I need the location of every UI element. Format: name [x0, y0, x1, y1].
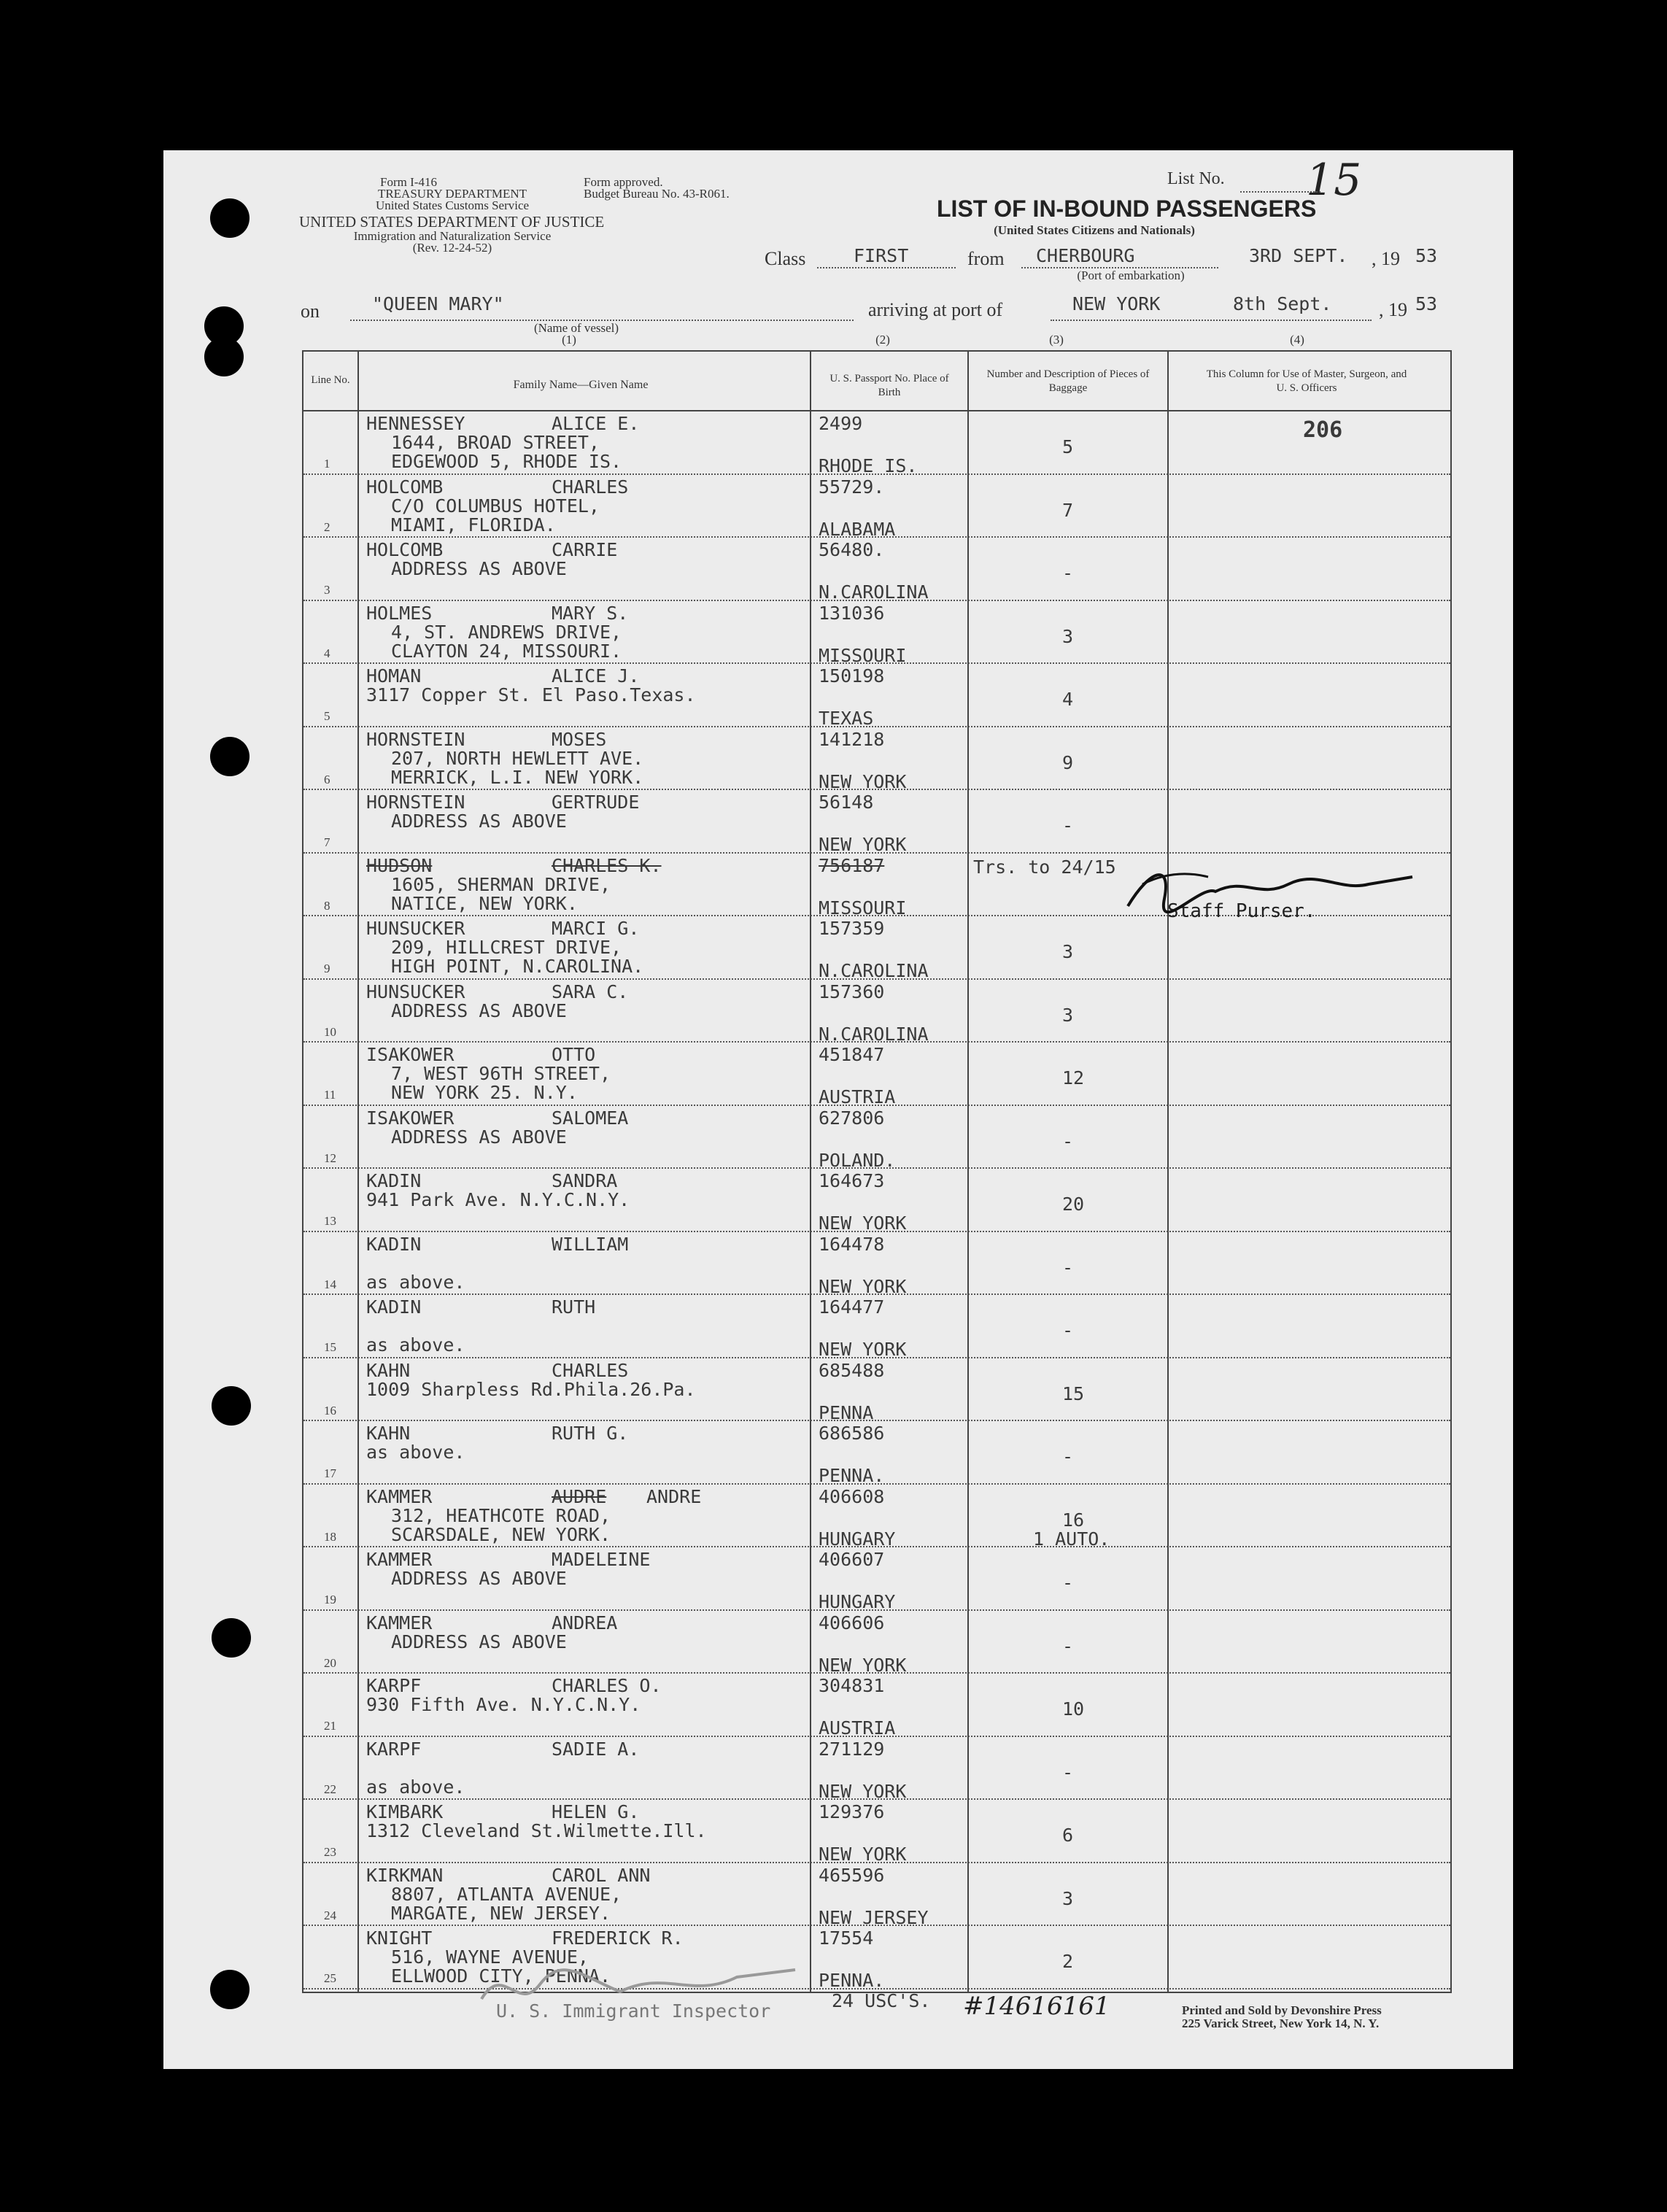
passport-number: 157360	[819, 981, 885, 1002]
line-number: 8	[324, 898, 330, 913]
table-row	[303, 1106, 1450, 1169]
place-of-birth: TEXAS	[819, 708, 874, 729]
family-name: ISAKOWER	[366, 1107, 455, 1129]
punch-hole	[212, 1386, 251, 1426]
baggage-count: -	[1062, 1572, 1074, 1593]
ins-service: Immigration and Naturalization Service	[353, 229, 552, 243]
given-name: SADIE A.	[552, 1738, 640, 1760]
year2: 53	[1415, 293, 1438, 314]
address-line-2: SCARSDALE, NEW YORK.	[391, 1523, 611, 1545]
on-label: on	[301, 301, 320, 322]
place-of-birth: NEW YORK	[819, 1654, 907, 1676]
address-line-2: ELLWOOD CITY, PENNA.	[391, 1965, 611, 1987]
family-name: HUNSUCKER	[366, 981, 465, 1002]
baggage-count: -	[1062, 1635, 1074, 1657]
passport-number: 451847	[819, 1044, 885, 1065]
place-of-birth: NEW YORK	[819, 1780, 907, 1802]
given-name: CHARLES K.	[552, 854, 662, 876]
family-name: KAHN	[366, 1423, 411, 1444]
line-number: 21	[324, 1719, 336, 1733]
place-of-birth: N.CAROLINA	[819, 581, 929, 603]
address-line-2: NEW YORK 25. N.Y.	[391, 1082, 578, 1103]
stamp-number: #14616161	[963, 1992, 1110, 2021]
table-row	[303, 1358, 1450, 1422]
arrival-line	[1051, 320, 1372, 321]
line-number: 12	[324, 1151, 336, 1165]
baggage-count: 6	[1062, 1825, 1074, 1846]
table-row	[303, 538, 1450, 601]
table-row	[303, 1232, 1450, 1296]
passport-number: 406606	[819, 1612, 885, 1633]
family-name: KAMMER	[366, 1612, 433, 1633]
given-name: WILLIAM	[552, 1233, 629, 1255]
address-line-1: ADDRESS AS ABOVE	[391, 1568, 567, 1589]
family-name: KIRKMAN	[366, 1864, 444, 1886]
table-row	[303, 601, 1450, 665]
passenger-table	[302, 350, 1452, 1993]
table-row	[303, 1485, 1450, 1548]
budget-bureau: Budget Bureau No. 43-R061.	[584, 187, 730, 201]
address-line-2: as above.	[366, 1776, 465, 1798]
baggage-count: 3	[1062, 625, 1074, 647]
passport-number: 131036	[819, 602, 885, 624]
arrival-date: 8th Sept.	[1233, 293, 1332, 314]
address-line-1: ADDRESS AS ABOVE	[391, 558, 567, 579]
place-of-birth: N.CAROLINA	[819, 960, 929, 981]
year2-prefix: , 19	[1379, 299, 1407, 320]
line-number: 1	[324, 457, 330, 471]
given-name: MARCI G.	[552, 918, 640, 939]
baggage-count: 5	[1062, 436, 1074, 457]
address-line-1: ADDRESS AS ABOVE	[391, 1126, 567, 1148]
place-of-birth: AUSTRIA	[819, 1717, 896, 1739]
address-line-1: 209, HILLCREST DRIVE,	[391, 937, 622, 958]
passport-number: 164477	[819, 1296, 885, 1318]
line-number: 22	[324, 1782, 336, 1796]
line-number: 7	[324, 835, 330, 849]
table-row	[303, 411, 1450, 475]
arrival-port: NEW YORK	[1072, 293, 1161, 314]
table-row	[303, 790, 1450, 854]
passport-number: 406608	[819, 1485, 885, 1507]
family-name: HENNESSEY	[366, 413, 465, 434]
line-number: 19	[324, 1593, 336, 1606]
place-of-birth: HUNGARY	[819, 1591, 896, 1612]
class-label: Class	[765, 248, 806, 269]
passport-number: 304831	[819, 1675, 885, 1696]
passport-number: 164673	[819, 1170, 885, 1191]
baggage-count: 15	[1062, 1382, 1085, 1404]
line-number: 2	[324, 519, 330, 534]
baggage-count: 20	[1062, 1194, 1085, 1215]
address-line-1: 1312 Cleveland St.Wilmette.Ill.	[366, 1820, 707, 1841]
from-date: 3RD SEPT.	[1249, 245, 1348, 266]
punch-hole	[210, 198, 250, 238]
address-line-1: 312, HEATHCOTE ROAD,	[391, 1504, 611, 1526]
line-number: 24	[324, 1908, 336, 1922]
address-line-1: 7, WEST 96TH STREET,	[391, 1063, 611, 1084]
baggage-count: 16	[1062, 1509, 1085, 1531]
line-number: 23	[324, 1845, 336, 1859]
inspector-label: U. S. Immigrant Inspector	[496, 2000, 771, 2022]
address-line-2: MIAMI, FLORIDA.	[391, 514, 556, 535]
address-line-2: EDGEWOOD 5, RHODE IS.	[391, 451, 622, 472]
given-name: ALICE J.	[552, 665, 640, 687]
address-line-2: MARGATE, NEW JERSEY.	[391, 1902, 611, 1924]
class-line	[817, 267, 956, 268]
given-name: MARY S.	[552, 602, 629, 624]
given-name: GERTRUDE	[552, 792, 640, 813]
line-number: 6	[324, 772, 330, 786]
passport-number: 164478	[819, 1233, 885, 1255]
table-row	[303, 1674, 1450, 1737]
customs-service: United States Customs Service	[375, 198, 530, 212]
header-line-no: Line No.	[311, 374, 350, 386]
header-baggage: Number and Description of Pieces of Baggage	[986, 368, 1150, 394]
line-number: 4	[324, 646, 330, 660]
table-row	[303, 1043, 1450, 1106]
list-no-line	[1240, 191, 1320, 193]
place-of-birth: NEW YORK	[819, 834, 907, 855]
given-name: ALICE E.	[552, 413, 640, 434]
revision: (Rev. 12-24-52)	[412, 241, 492, 255]
given-name: SARA C.	[552, 981, 629, 1002]
line-number: 25	[324, 1971, 336, 1985]
address-line-2: NATICE, NEW YORK.	[391, 892, 578, 914]
given-name: CHARLES	[552, 476, 629, 498]
inspector-signature	[474, 1955, 810, 2021]
line-number: 18	[324, 1529, 336, 1544]
address-line-1: 1644, BROAD STREET,	[391, 432, 600, 453]
purser-label: Staff Purser.	[1167, 900, 1316, 922]
vessel-label: (Name of vessel)	[533, 321, 619, 335]
baggage-extra: 1 AUTO.	[1033, 1528, 1110, 1550]
baggage-count: -	[1062, 815, 1074, 836]
family-name: KAMMER	[366, 1485, 433, 1507]
given-name: RUTH G.	[552, 1423, 629, 1444]
line-number: 13	[324, 1214, 336, 1228]
family-name: KADIN	[366, 1296, 422, 1318]
passport-number: 627806	[819, 1107, 885, 1129]
arriving-label: arriving at port of	[868, 299, 1003, 320]
given-name: ANDREA	[552, 1612, 618, 1633]
table-row	[303, 980, 1450, 1043]
passport-number: 129376	[819, 1801, 885, 1822]
col-num-3: (3)	[1049, 333, 1064, 347]
place-of-birth: MISSOURI	[819, 644, 907, 666]
form-subtitle: (United States Citizens and Nationals)	[994, 223, 1195, 237]
given-name: SANDRA	[552, 1170, 618, 1191]
col-num-2: (2)	[875, 333, 890, 347]
family-name: KAMMER	[366, 1549, 433, 1570]
given-name: OTTO	[552, 1044, 596, 1065]
address-line-1: 8807, ATLANTA AVENUE,	[391, 1883, 622, 1905]
address-line-2: as above.	[366, 1334, 465, 1356]
baggage-count: -	[1062, 1446, 1074, 1467]
given-name: FREDERICK R.	[552, 1927, 684, 1949]
punch-hole	[204, 337, 244, 376]
place-of-birth: NEW YORK	[819, 1844, 907, 1865]
family-name: HOLCOMB	[366, 539, 444, 560]
printer-line-2: 225 Varick Street, New York 14, N. Y.	[1182, 2016, 1380, 2030]
list-no-label: List No.	[1167, 169, 1225, 188]
baggage-count: 2	[1062, 1951, 1074, 1972]
address-line-1: 1605, SHERMAN DRIVE,	[391, 873, 611, 895]
table-row	[303, 1295, 1450, 1358]
treasury-dept: TREASURY DEPARTMENT	[377, 187, 527, 201]
address-line-1: 3117 Copper St. El Paso.Texas.	[366, 684, 696, 705]
line-number: 10	[324, 1024, 336, 1039]
place-of-birth: NEW YORK	[819, 1339, 907, 1360]
class-value: FIRST	[854, 245, 909, 266]
passport-number: 465596	[819, 1864, 885, 1886]
line-number: 11	[324, 1088, 336, 1102]
address-line-1: 516, WAYNE AVENUE,	[391, 1946, 589, 1968]
place-of-birth: HUNGARY	[819, 1528, 896, 1550]
family-name: HOMAN	[366, 665, 422, 687]
address-line-2: as above.	[366, 1271, 465, 1293]
passport-number: 150198	[819, 665, 885, 687]
line-number: 5	[324, 709, 330, 723]
table-row	[303, 1547, 1450, 1611]
line-number: 16	[324, 1403, 336, 1418]
place-of-birth: PENNA	[819, 1401, 874, 1423]
baggage-count: -	[1062, 1256, 1074, 1278]
header-officers: This Column for Use of Master, Surgeon, and U. S. Officers	[1206, 368, 1407, 394]
family-name: KADIN	[366, 1233, 422, 1255]
purser-signature	[1121, 855, 1427, 928]
vessel-name: "QUEEN MARY"	[372, 293, 504, 314]
given-name: RUTH	[552, 1296, 596, 1318]
table-row	[303, 475, 1450, 538]
family-name: KAHN	[366, 1359, 411, 1381]
address-line-1: 207, NORTH HEWLETT AVE.	[391, 747, 644, 769]
table-row	[303, 727, 1450, 791]
place-of-birth: PENNA.	[819, 1970, 885, 1991]
transfer-note: Trs. to 24/15	[973, 856, 1116, 878]
given-name: MADELEINE	[552, 1549, 651, 1570]
form-number: Form I-416	[380, 175, 437, 189]
given-name: SALOMEA	[552, 1107, 629, 1129]
place-of-birth: NEW YORK	[819, 770, 907, 792]
passport-number: 406607	[819, 1549, 885, 1570]
address-line-1: ADDRESS AS ABOVE	[391, 1631, 567, 1652]
table-row	[303, 1737, 1450, 1801]
line-number: 17	[324, 1466, 336, 1480]
address-line-1: ADDRESS AS ABOVE	[391, 999, 567, 1021]
list-no-value: 15	[1306, 155, 1362, 206]
baggage-count: -	[1062, 1130, 1074, 1152]
family-name: KIMBARK	[366, 1801, 444, 1822]
table-row	[303, 1421, 1450, 1485]
passport-number: 271129	[819, 1738, 885, 1760]
baggage-count: -	[1062, 1761, 1074, 1783]
address-line-2: HIGH POINT, N.CAROLINA.	[391, 956, 644, 977]
place-of-birth: NEW JERSEY	[819, 1906, 929, 1928]
line-number: 9	[324, 962, 330, 975]
year1: 53	[1415, 245, 1438, 266]
given-name: CAROL ANN	[552, 1864, 651, 1886]
uscs-note: 24 USC'S.	[832, 1990, 931, 2011]
officer-note: 206	[1303, 417, 1343, 443]
table-row	[303, 664, 1450, 727]
place-of-birth: MISSOURI	[819, 897, 907, 919]
baggage-count: 12	[1062, 1067, 1085, 1088]
passport-number: 17554	[819, 1927, 874, 1949]
passport-number: 2499	[819, 413, 863, 434]
family-name: ISAKOWER	[366, 1044, 455, 1065]
address-line-1: 930 Fifth Ave. N.Y.C.N.Y.	[366, 1694, 641, 1715]
place-of-birth: AUSTRIA	[819, 1086, 896, 1107]
family-name: KARPF	[366, 1675, 422, 1696]
col-num-4: (4)	[1290, 333, 1304, 347]
baggage-count: 7	[1062, 499, 1074, 521]
baggage-count: 3	[1062, 1887, 1074, 1909]
family-name: HOLCOMB	[366, 476, 444, 498]
place-of-birth: N.CAROLINA	[819, 1023, 929, 1045]
struck-given-name: AUDRE	[552, 1485, 607, 1507]
baggage-count: 3	[1062, 941, 1074, 962]
address-line-2: CLAYTON 24, MISSOURI.	[391, 640, 622, 662]
address-line-1: C/O COLUMBUS HOTEL,	[391, 495, 600, 517]
passport-number: 56148	[819, 792, 874, 813]
family-name: HUDSON	[366, 854, 433, 876]
address-line-2: MERRICK, L.I. NEW YORK.	[391, 766, 644, 788]
family-name: KNIGHT	[366, 1927, 433, 1949]
given-name: CARRIE	[552, 539, 618, 560]
table-row	[303, 1169, 1450, 1232]
address-line-1: 1009 Sharpless Rd.Phila.26.Pa.	[366, 1378, 696, 1400]
baggage-count: 3	[1062, 1004, 1074, 1026]
year1-prefix: , 19	[1372, 248, 1400, 269]
given-name: HELEN G.	[552, 1801, 640, 1822]
justice-dept: UNITED STATES DEPARTMENT OF JUSTICE	[299, 213, 605, 231]
address-line-1: ADDRESS AS ABOVE	[391, 811, 567, 832]
place-of-birth: RHODE IS.	[819, 455, 918, 476]
form-approved: Form approved.	[584, 175, 663, 189]
passport-number: 685488	[819, 1359, 885, 1381]
family-name: HORNSTEIN	[366, 792, 465, 813]
passport-number: 756187	[819, 854, 885, 876]
address-line-1: 4, ST. ANDREWS DRIVE,	[391, 621, 622, 643]
table-row	[303, 1800, 1450, 1863]
place-of-birth: NEW YORK	[819, 1213, 907, 1234]
family-name: HORNSTEIN	[366, 728, 465, 750]
given-name: ANDRE	[646, 1485, 702, 1507]
family-name: KARPF	[366, 1738, 422, 1760]
line-number: 20	[324, 1655, 336, 1670]
punch-hole	[210, 1970, 250, 2009]
line-number: 14	[324, 1277, 336, 1291]
family-name: HUNSUCKER	[366, 918, 465, 939]
from-value: CHERBOURG	[1036, 245, 1135, 266]
passport-number: 157359	[819, 918, 885, 939]
place-of-birth: ALABAMA	[819, 518, 896, 540]
port-embark-label: (Port of embarkation)	[1077, 268, 1185, 282]
printer-line-1: Printed and Sold by Devonshire Press	[1182, 2003, 1382, 2017]
baggage-count: 9	[1062, 751, 1074, 773]
baggage-count: 4	[1062, 689, 1074, 710]
passport-number: 141218	[819, 728, 885, 750]
address-line-1: 941 Park Ave. N.Y.C.N.Y.	[366, 1189, 630, 1210]
line-number: 3	[324, 583, 330, 597]
table-row	[303, 1611, 1450, 1674]
from-label: from	[967, 248, 1005, 269]
place-of-birth: POLAND.	[819, 1149, 896, 1171]
line-number: 15	[324, 1340, 336, 1354]
passport-number: 55729.	[819, 476, 885, 498]
punch-hole	[212, 1618, 251, 1658]
place-of-birth: PENNA.	[819, 1465, 885, 1486]
baggage-count: -	[1062, 562, 1074, 584]
table-row	[303, 1863, 1450, 1927]
given-name: CHARLES O.	[552, 1675, 662, 1696]
baggage-count: 10	[1062, 1698, 1085, 1720]
passport-number: 686586	[819, 1423, 885, 1444]
baggage-count: -	[1062, 1320, 1074, 1341]
header-passport: U. S. Passport No. Place of Birth	[829, 373, 949, 398]
given-name: CHARLES	[552, 1359, 629, 1381]
address-line-1: as above.	[366, 1442, 465, 1463]
col-num-1: (1)	[562, 333, 576, 347]
family-name: HOLMES	[366, 602, 433, 624]
place-of-birth: NEW YORK	[819, 1275, 907, 1297]
passport-number: 56480.	[819, 539, 885, 560]
family-name: KADIN	[366, 1170, 422, 1191]
header-name: Family Name—Given Name	[513, 379, 649, 391]
punch-hole	[210, 737, 250, 776]
given-name: MOSES	[552, 728, 607, 750]
form-title: LIST OF IN-BOUND PASSENGERS	[937, 196, 1317, 222]
